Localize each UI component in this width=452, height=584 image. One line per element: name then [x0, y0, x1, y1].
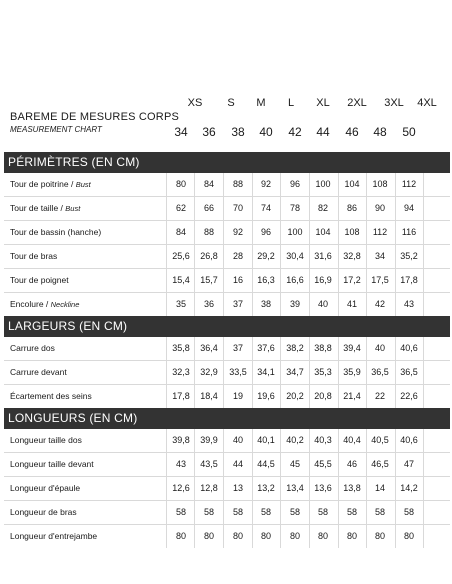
row-label — [10, 501, 77, 524]
table-cell: 16 — [232, 275, 244, 285]
table-cell: 18,4 — [200, 391, 218, 401]
table-cell: 35 — [175, 299, 187, 309]
row-label — [10, 269, 69, 292]
table-cell: 58 — [203, 507, 215, 517]
size-letter: L — [287, 97, 295, 109]
table-cell: 13,8 — [343, 483, 361, 493]
row-label-fr: Longueur taille devant — [10, 459, 94, 469]
table-cell: 34 — [374, 251, 386, 261]
section-rows — [4, 429, 450, 548]
table-cell: 40,6 — [400, 435, 418, 445]
chart-header — [4, 94, 450, 152]
table-cell: 35,2 — [400, 251, 418, 261]
table-cell: 35,8 — [172, 343, 190, 353]
row-label-fr: Tour de taille / — [10, 203, 66, 213]
chart-title: BAREME DE MESURES CORPS — [10, 111, 180, 123]
table-cell: 34,7 — [286, 367, 304, 377]
table-cell: 74 — [260, 203, 272, 213]
table-cell: 58 — [317, 507, 329, 517]
row-label-fr: Longueur de bras — [10, 507, 77, 517]
table-cell: 40,5 — [371, 435, 389, 445]
table-cell: 45,5 — [314, 459, 332, 469]
size-numbers-row — [4, 125, 450, 145]
size-number: 50 — [402, 125, 416, 139]
table-cell: 16,3 — [257, 275, 275, 285]
table-cell: 12,8 — [200, 483, 218, 493]
table-cell: 86 — [346, 203, 358, 213]
table-row — [4, 337, 450, 361]
table-row — [4, 221, 450, 245]
table-cell: 58 — [175, 507, 187, 517]
table-row — [4, 453, 450, 477]
section-header: LONGUEURS (EN CM) — [4, 408, 450, 429]
size-number: 44 — [316, 125, 330, 139]
table-cell: 17,2 — [343, 275, 361, 285]
table-cell: 70 — [232, 203, 244, 213]
table-cell: 39,4 — [343, 343, 361, 353]
table-row — [4, 269, 450, 293]
table-cell: 35,9 — [343, 367, 361, 377]
table-cell: 17,8 — [400, 275, 418, 285]
table-cell: 32,3 — [172, 367, 190, 377]
table-cell: 22 — [374, 391, 386, 401]
table-row — [4, 429, 450, 453]
chart-subtitle: MEASUREMENT CHART — [10, 125, 102, 134]
table-cell: 46,5 — [371, 459, 389, 469]
table-cell: 44,5 — [257, 459, 275, 469]
table-cell: 90 — [374, 203, 386, 213]
table-cell: 80 — [403, 531, 415, 541]
row-label — [10, 337, 55, 360]
table-cell: 33,5 — [229, 367, 247, 377]
table-row — [4, 501, 450, 525]
table-cell: 58 — [232, 507, 244, 517]
size-number: 34 — [174, 125, 188, 139]
table-cell: 37,6 — [257, 343, 275, 353]
size-number: 38 — [231, 125, 245, 139]
table-cell: 43 — [403, 299, 415, 309]
table-cell: 14,2 — [400, 483, 418, 493]
table-cell: 80 — [175, 179, 187, 189]
row-label-en: Bust — [75, 180, 91, 189]
row-label-fr: Longueur d'entrejambe — [10, 531, 98, 541]
table-cell: 39 — [289, 299, 301, 309]
table-cell: 32,9 — [200, 367, 218, 377]
size-number: 46 — [345, 125, 359, 139]
table-cell: 96 — [260, 227, 272, 237]
table-cell: 80 — [260, 531, 272, 541]
table-cell: 28 — [232, 251, 244, 261]
table-row — [4, 361, 450, 385]
table-cell: 31,6 — [314, 251, 332, 261]
table-cell: 92 — [232, 227, 244, 237]
table-cell: 22,6 — [400, 391, 418, 401]
table-row — [4, 245, 450, 269]
table-cell: 17,8 — [172, 391, 190, 401]
table-cell: 80 — [317, 531, 329, 541]
table-cell: 36,4 — [200, 343, 218, 353]
table-cell: 16,6 — [286, 275, 304, 285]
table-cell: 58 — [260, 507, 272, 517]
table-cell: 80 — [346, 531, 358, 541]
row-label — [10, 293, 79, 316]
table-cell: 80 — [203, 531, 215, 541]
table-cell: 58 — [403, 507, 415, 517]
section-header: LARGEURS (EN CM) — [4, 316, 450, 337]
table-cell: 36 — [203, 299, 215, 309]
table-cell: 20,8 — [314, 391, 332, 401]
row-label — [10, 477, 80, 500]
size-letter: 4XL — [417, 97, 437, 109]
table-cell: 29,2 — [257, 251, 275, 261]
table-cell: 16,9 — [314, 275, 332, 285]
row-label-fr: Longueur d'épaule — [10, 483, 81, 493]
table-cell: 38,2 — [286, 343, 304, 353]
table-cell: 43 — [175, 459, 187, 469]
table-cell: 37 — [232, 299, 244, 309]
size-letter: XS — [187, 97, 203, 109]
table-cell: 41 — [346, 299, 358, 309]
table-cell: 38 — [260, 299, 272, 309]
table-cell: 62 — [175, 203, 187, 213]
table-cell: 80 — [289, 531, 301, 541]
table-cell: 104 — [344, 179, 360, 189]
size-letter: 2XL — [347, 97, 367, 109]
table-cell: 13,4 — [286, 483, 304, 493]
table-row — [4, 173, 450, 197]
table-cell: 36,5 — [371, 367, 389, 377]
row-label — [10, 221, 101, 244]
table-cell: 15,4 — [172, 275, 190, 285]
table-cell: 40,3 — [314, 435, 332, 445]
table-cell: 46 — [346, 459, 358, 469]
table-cell: 45 — [289, 459, 301, 469]
row-label-fr: Écartement des seins — [10, 391, 92, 401]
row-label-fr: Tour de poignet — [10, 275, 69, 285]
table-cell: 96 — [289, 179, 301, 189]
table-cell: 26,8 — [200, 251, 218, 261]
table-cell: 104 — [315, 227, 331, 237]
table-cell: 94 — [403, 203, 415, 213]
table-cell: 44 — [232, 459, 244, 469]
row-label — [10, 173, 91, 196]
row-label-fr: Tour de bras — [10, 251, 58, 261]
table-cell: 40,6 — [400, 343, 418, 353]
table-cell: 13,2 — [257, 483, 275, 493]
table-cell: 58 — [289, 507, 301, 517]
table-cell: 78 — [289, 203, 301, 213]
table-cell: 84 — [203, 179, 215, 189]
size-letter: XL — [316, 97, 330, 109]
table-cell: 112 — [401, 179, 417, 189]
table-cell: 19 — [232, 391, 244, 401]
row-label-en: Bust — [65, 204, 81, 213]
table-cell: 84 — [175, 227, 187, 237]
measurement-chart — [4, 94, 450, 548]
table-cell: 66 — [203, 203, 215, 213]
table-cell: 13,6 — [314, 483, 332, 493]
table-cell: 38,8 — [314, 343, 332, 353]
table-cell: 15,7 — [200, 275, 218, 285]
size-number: 40 — [259, 125, 273, 139]
table-cell: 12,6 — [172, 483, 190, 493]
row-label — [10, 361, 67, 384]
row-label-fr: Longueur taille dos — [10, 435, 82, 445]
table-cell: 34,1 — [257, 367, 275, 377]
table-cell: 40,1 — [257, 435, 275, 445]
table-cell: 88 — [232, 179, 244, 189]
table-cell: 35,3 — [314, 367, 332, 377]
table-cell: 112 — [372, 227, 388, 237]
table-cell: 40,4 — [343, 435, 361, 445]
table-row — [4, 197, 450, 221]
table-cell: 108 — [344, 227, 360, 237]
table-cell: 58 — [346, 507, 358, 517]
size-number: 42 — [288, 125, 302, 139]
table-cell: 25,6 — [172, 251, 190, 261]
table-cell: 82 — [317, 203, 329, 213]
table-cell: 80 — [232, 531, 244, 541]
table-cell: 19,6 — [257, 391, 275, 401]
table-cell: 100 — [287, 227, 303, 237]
row-label — [10, 245, 57, 268]
table-row — [4, 525, 450, 548]
section-header: PÉRIMÈTRES (EN CM) — [4, 152, 450, 173]
row-label — [10, 197, 80, 220]
size-letter: M — [256, 97, 266, 109]
table-cell: 14 — [374, 483, 386, 493]
row-label-fr: Carrure devant — [10, 367, 67, 377]
table-cell: 88 — [203, 227, 215, 237]
row-label — [10, 385, 92, 408]
row-label-en: Neckline — [50, 300, 80, 309]
table-cell: 40 — [374, 343, 386, 353]
table-cell: 30,4 — [286, 251, 304, 261]
table-cell: 92 — [260, 179, 272, 189]
row-label-fr: Encolure / — [10, 299, 51, 309]
table-cell: 43,5 — [200, 459, 218, 469]
table-cell: 39,9 — [200, 435, 218, 445]
table-cell: 13 — [232, 483, 244, 493]
size-letters-row — [4, 97, 450, 117]
table-cell: 37 — [232, 343, 244, 353]
section-rows — [4, 173, 450, 316]
table-row — [4, 385, 450, 408]
size-number: 36 — [202, 125, 216, 139]
row-label-fr: Tour de bassin (hanche) — [10, 227, 102, 237]
size-letter: S — [227, 97, 235, 109]
table-cell: 40 — [232, 435, 244, 445]
size-number: 48 — [373, 125, 387, 139]
table-row — [4, 477, 450, 501]
table-cell: 36,5 — [400, 367, 418, 377]
row-label — [10, 429, 82, 452]
table-cell: 32,8 — [343, 251, 361, 261]
table-cell: 21,4 — [343, 391, 361, 401]
size-letter: 3XL — [384, 97, 404, 109]
table-cell: 108 — [372, 179, 388, 189]
table-cell: 40 — [317, 299, 329, 309]
table-cell: 80 — [175, 531, 187, 541]
table-cell: 39,8 — [172, 435, 190, 445]
table-cell: 58 — [374, 507, 386, 517]
table-cell: 42 — [374, 299, 386, 309]
table-row — [4, 293, 450, 316]
table-cell: 47 — [403, 459, 415, 469]
section-rows — [4, 337, 450, 408]
row-label-fr: Tour de poitrine / — [10, 179, 76, 189]
table-cell: 100 — [315, 179, 331, 189]
row-label — [10, 453, 94, 476]
row-label-fr: Carrure dos — [10, 343, 55, 353]
table-cell: 17,5 — [371, 275, 389, 285]
table-cell: 40,2 — [286, 435, 304, 445]
table-cell: 80 — [374, 531, 386, 541]
table-cell: 116 — [401, 227, 417, 237]
row-label — [10, 525, 97, 548]
table-cell: 20,2 — [286, 391, 304, 401]
chart-body — [4, 152, 450, 548]
